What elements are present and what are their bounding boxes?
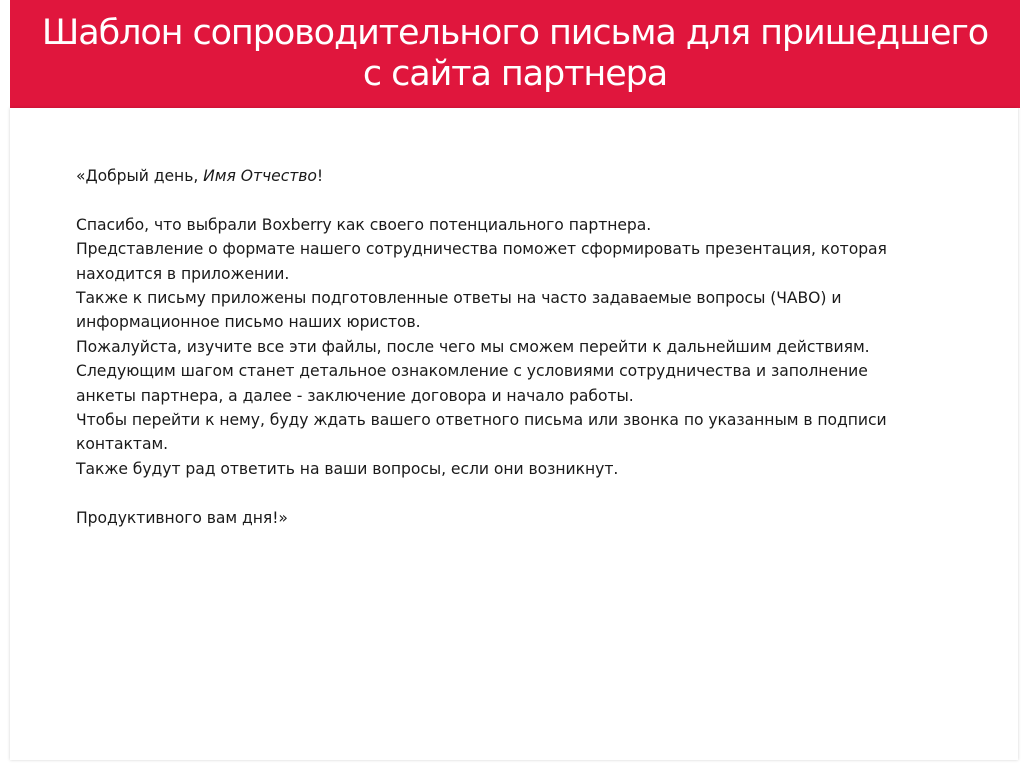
letter-line: Пожалуйста, изучите все эти файлы, после чего мы сможем перейти к дальнейшим действиям. (76, 337, 870, 356)
greeting-name: Имя Отчество (203, 167, 317, 185)
letter-line: Представление о формате нашего сотрудничества поможет сформировать презентация, которая (76, 240, 887, 259)
letter-line: Также к письму приложены подготовленные ответы на часто задаваемые вопросы (ЧАВО) и (76, 289, 842, 308)
slide-title-line-1: Шаблон сопроводительного письма для пришедшего (41, 13, 989, 53)
letter-line: информационное письмо наших юристов. (76, 313, 421, 332)
letter-line: Чтобы перейти к нему, буду ждать вашего ответного письма или звонка по указанным в подписи (76, 411, 887, 430)
greeting-prefix: «Добрый день, (76, 167, 204, 185)
title-bar (10, 0, 1020, 108)
letter-line: Следующим шагом станет детальное ознакомление с условиями сотрудничества и заполнение (76, 362, 868, 381)
slide-title-line-2: с сайта партнера (362, 54, 668, 94)
letter-greeting (76, 164, 996, 188)
paragraph-gap (76, 188, 996, 212)
letter-line: контактам. (76, 435, 169, 454)
letter-line: Спасибо, что выбрали Boxberry как своего потенциального партнера. (76, 215, 652, 234)
letter-line: Также будут рад ответить на ваши вопросы, если они возникнут. (76, 459, 619, 478)
greeting-suffix: ! (316, 167, 324, 185)
letter-closing: Продуктивного вам дня!» (76, 508, 288, 527)
letter-body (76, 164, 996, 530)
paragraph-gap (76, 481, 996, 505)
letter-line: находится в приложении. (76, 264, 290, 283)
letter-line: анкеты партнера, а далее - заключение договора и начало работы. (76, 386, 634, 405)
